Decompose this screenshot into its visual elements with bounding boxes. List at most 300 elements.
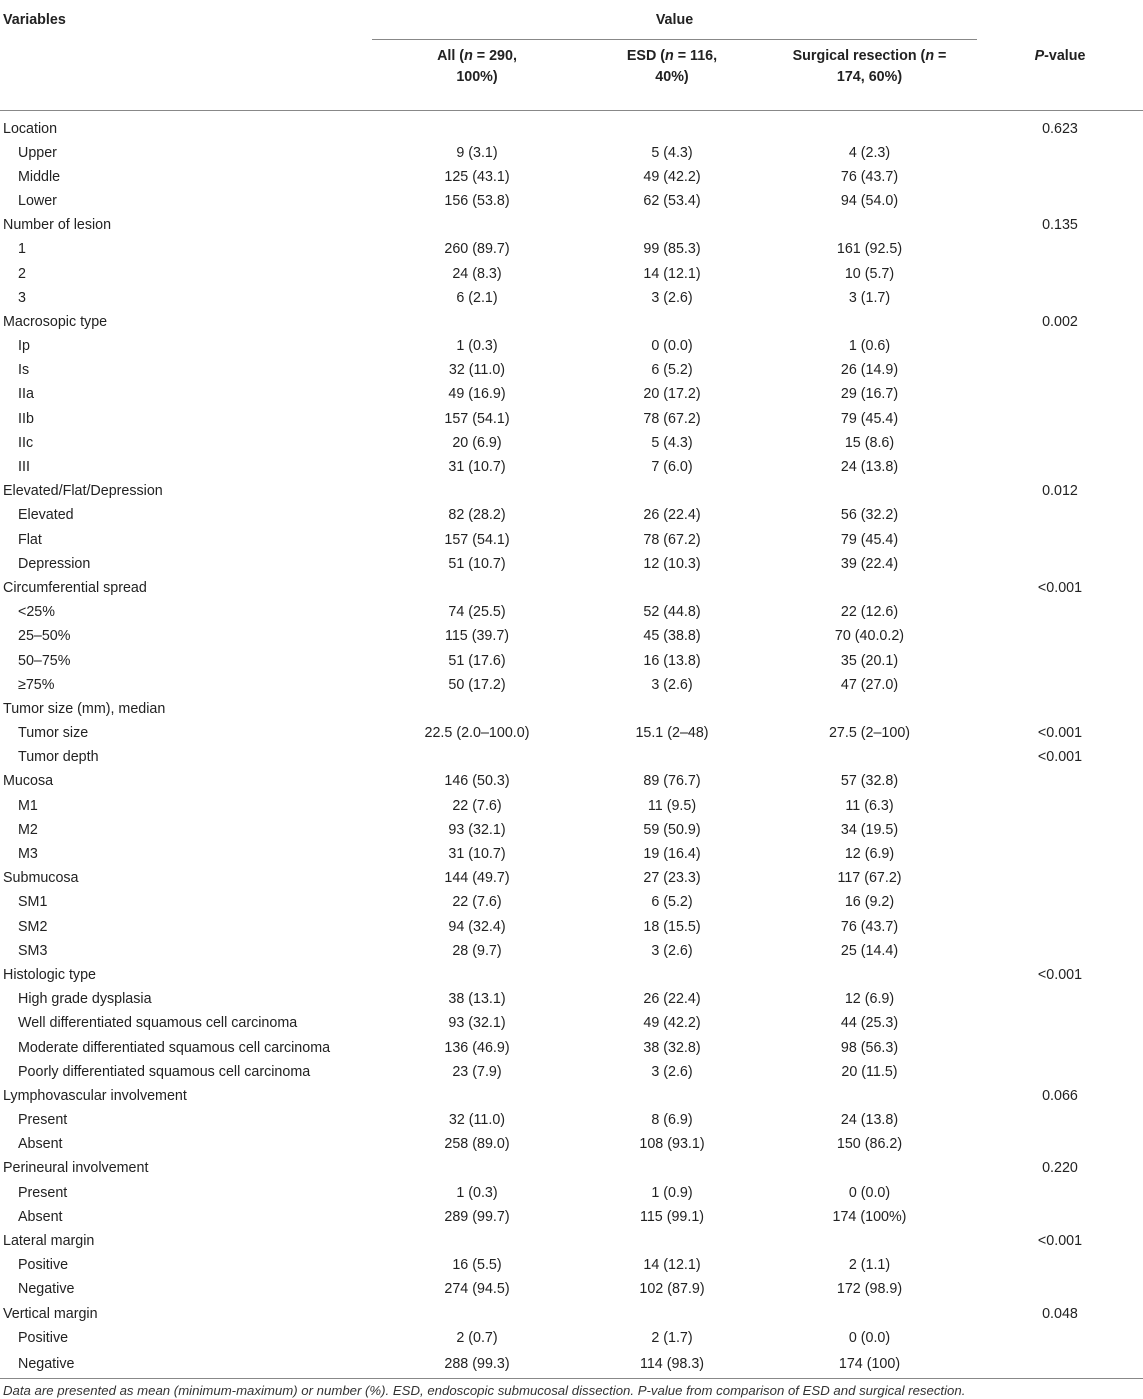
table-row bbox=[0, 382, 1143, 406]
surgical-resection-value: 47 (27.0) bbox=[840, 676, 899, 693]
row-label: Vertical margin bbox=[3, 1305, 98, 1322]
p-value bbox=[977, 1181, 1143, 1205]
surgical-resection-value: 15 (8.6) bbox=[844, 434, 895, 451]
esd-value: 78 (67.2) bbox=[643, 410, 701, 427]
surgical-resection-value: 98 (56.3) bbox=[840, 1039, 899, 1056]
all-value: 136 (46.9) bbox=[444, 1039, 510, 1056]
esd-value: 0 (0.0) bbox=[651, 338, 693, 355]
surgical-resection-value: 12 (6.9) bbox=[844, 991, 895, 1008]
p-value bbox=[977, 1277, 1143, 1301]
row-label: Negative bbox=[0, 1350, 372, 1379]
row-label: Submucosa bbox=[3, 870, 79, 887]
all-value: 28 (9.7) bbox=[452, 942, 502, 959]
surgical-resection-value: 4 (2.3) bbox=[848, 144, 891, 161]
table-row bbox=[0, 1132, 1143, 1156]
surgical-resection-value: 20 (11.5) bbox=[841, 1063, 898, 1080]
surgical-resection-value bbox=[762, 213, 977, 237]
surgical-resection-value: 117 (67.2) bbox=[837, 870, 902, 887]
table-row bbox=[0, 745, 1143, 769]
esd-value bbox=[582, 1156, 762, 1180]
row-label: 25–50% bbox=[18, 628, 71, 645]
surgical-resection-value: 1 (0.6) bbox=[848, 338, 891, 355]
all-value: 16 (5.5) bbox=[452, 1257, 502, 1274]
esd-column-header: ESD (n = 116, 40%) bbox=[582, 40, 762, 111]
esd-value: 45 (38.8) bbox=[643, 628, 701, 645]
row-label: Middle bbox=[18, 168, 61, 185]
p-value bbox=[977, 286, 1143, 310]
table-row bbox=[0, 552, 1143, 576]
surgical-resection-value: 39 (22.4) bbox=[840, 555, 899, 572]
esd-value: 5 (4.3) bbox=[651, 434, 693, 451]
surgical-resection-value: 2 (1.1) bbox=[848, 1257, 891, 1274]
table-row bbox=[0, 987, 1143, 1011]
esd-value: 102 (87.9) bbox=[639, 1281, 705, 1298]
table-row bbox=[0, 189, 1143, 213]
row-label: Tumor depth bbox=[18, 749, 99, 766]
esd-value: 99 (85.3) bbox=[643, 241, 701, 258]
surgical-resection-value bbox=[762, 697, 977, 721]
row-label: Absent bbox=[18, 1208, 63, 1225]
surgical-resection-value: 27.5 (2–100) bbox=[828, 725, 911, 742]
all-value: 74 (25.5) bbox=[448, 604, 506, 621]
all-value bbox=[372, 213, 582, 237]
row-label: M2 bbox=[18, 821, 38, 838]
surgical-resection-value: 3 (1.7) bbox=[848, 289, 891, 306]
row-label: Ip bbox=[18, 338, 30, 355]
row-label: M3 bbox=[18, 846, 38, 863]
esd-value: 115 (99.1) bbox=[639, 1208, 705, 1225]
row-label: <25% bbox=[18, 604, 55, 621]
surgical-resection-value: 150 (86.2) bbox=[836, 1136, 903, 1153]
row-label: Histologic type bbox=[3, 966, 96, 983]
esd-value: 38 (32.8) bbox=[643, 1039, 701, 1056]
surgical-resection-value: 16 (9.2) bbox=[844, 894, 895, 911]
p-value: 0.002 bbox=[1042, 313, 1078, 330]
all-value bbox=[372, 479, 582, 503]
table-row bbox=[0, 1060, 1143, 1084]
all-value: 1 (0.3) bbox=[456, 1184, 498, 1201]
row-label: 2 bbox=[18, 265, 26, 282]
p-value: 0.066 bbox=[1042, 1087, 1078, 1104]
value-header: Value bbox=[372, 0, 977, 40]
row-label: Flat bbox=[18, 531, 42, 548]
esd-value bbox=[582, 697, 762, 721]
table-row bbox=[0, 455, 1143, 479]
p-value bbox=[977, 334, 1143, 358]
variables-header-spacer bbox=[0, 40, 372, 111]
row-label: Lateral margin bbox=[3, 1233, 95, 1250]
p-value bbox=[977, 528, 1143, 552]
table-row bbox=[0, 915, 1143, 939]
p-value bbox=[977, 890, 1143, 914]
all-value bbox=[372, 1156, 582, 1180]
all-value: 93 (32.1) bbox=[448, 1015, 506, 1032]
esd-value: 6 (5.2) bbox=[651, 362, 693, 379]
row-label: Elevated bbox=[18, 507, 74, 524]
row-label: Perineural involvement bbox=[3, 1160, 149, 1177]
surgical-resection-value: 94 (54.0) bbox=[840, 192, 899, 209]
row-label: Circumferential spread bbox=[3, 579, 147, 596]
all-value bbox=[372, 1302, 582, 1326]
table-row bbox=[0, 1035, 1143, 1059]
surgical-resection-value bbox=[762, 745, 977, 769]
esd-value: 27 (23.3) bbox=[643, 870, 701, 887]
table-row bbox=[0, 407, 1143, 431]
p-value bbox=[977, 842, 1143, 866]
table-row bbox=[0, 528, 1143, 552]
row-label: SM3 bbox=[18, 942, 48, 959]
surgical-resection-value bbox=[762, 111, 977, 141]
surgical-resection-value bbox=[762, 1084, 977, 1108]
all-value bbox=[372, 111, 582, 141]
table-row bbox=[0, 1108, 1143, 1132]
table-row bbox=[0, 1084, 1143, 1108]
all-value: 2 (0.7) bbox=[456, 1329, 498, 1346]
p-value bbox=[977, 866, 1143, 890]
p-value: 0.220 bbox=[1042, 1160, 1078, 1177]
all-value: 157 (54.1) bbox=[444, 410, 510, 427]
esd-value: 16 (13.8) bbox=[643, 652, 701, 669]
variables-header: Variables bbox=[3, 12, 66, 28]
surgical-resection-value bbox=[762, 963, 977, 987]
surgical-resection-value: 10 (5.7) bbox=[844, 265, 895, 282]
all-value: 50 (17.2) bbox=[448, 676, 506, 693]
esd-value: 49 (42.2) bbox=[643, 168, 701, 185]
p-value bbox=[977, 1205, 1143, 1229]
esd-value: 89 (76.7) bbox=[643, 773, 701, 790]
row-label: 1 bbox=[18, 241, 26, 258]
table-row bbox=[0, 1326, 1143, 1350]
all-value: 156 (53.8) bbox=[444, 192, 510, 209]
table-row bbox=[0, 697, 1143, 721]
esd-value bbox=[582, 310, 762, 334]
row-label: Number of lesion bbox=[3, 217, 112, 234]
table-row bbox=[0, 794, 1143, 818]
esd-value: 108 (93.1) bbox=[639, 1136, 705, 1153]
p-value: <0.001 bbox=[1037, 966, 1083, 983]
esd-value: 7 (6.0) bbox=[651, 459, 693, 476]
row-label: Poorly differentiated squamous cell carcinoma bbox=[18, 1063, 311, 1080]
all-value: 94 (32.4) bbox=[448, 918, 506, 935]
all-value: 9 (3.1) bbox=[456, 144, 498, 161]
surgical-resection-value: 12 (6.9) bbox=[844, 846, 895, 863]
esd-value bbox=[582, 479, 762, 503]
table-row bbox=[0, 624, 1143, 648]
esd-value: 14 (12.1) bbox=[643, 1257, 701, 1274]
esd-value: 3 (2.6) bbox=[651, 942, 693, 959]
p-value bbox=[977, 165, 1143, 189]
all-value bbox=[372, 963, 582, 987]
table-row bbox=[0, 576, 1143, 600]
esd-value: 26 (22.4) bbox=[643, 991, 701, 1008]
row-label: Depression bbox=[18, 555, 91, 572]
surgical-resection-value: 174 (100%) bbox=[832, 1208, 907, 1225]
esd-value: 15.1 (2–48) bbox=[635, 725, 709, 742]
table-row bbox=[0, 237, 1143, 261]
p-value bbox=[977, 261, 1143, 285]
p-value bbox=[977, 189, 1143, 213]
esd-value: 62 (53.4) bbox=[643, 192, 701, 209]
all-value: 22.5 (2.0–100.0) bbox=[424, 725, 530, 742]
table-row bbox=[0, 866, 1143, 890]
all-value: 51 (17.6) bbox=[448, 652, 506, 669]
all-value: 157 (54.1) bbox=[444, 531, 510, 548]
all-value: 82 (28.2) bbox=[448, 507, 506, 524]
row-label: Macrosopic type bbox=[3, 313, 108, 330]
table-row bbox=[0, 358, 1143, 382]
esd-value: 59 (50.9) bbox=[643, 821, 701, 838]
esd-value: 19 (16.4) bbox=[643, 846, 701, 863]
p-value bbox=[977, 1060, 1143, 1084]
esd-value: 3 (2.6) bbox=[651, 676, 693, 693]
table-row bbox=[0, 1181, 1143, 1205]
p-value bbox=[977, 1253, 1143, 1277]
p-value bbox=[977, 794, 1143, 818]
p-header-spacer bbox=[977, 0, 1143, 40]
table-row bbox=[0, 1350, 1143, 1379]
all-value: 38 (13.1) bbox=[448, 991, 506, 1008]
p-value: <0.001 bbox=[1037, 1233, 1083, 1250]
surgical-resection-value: 79 (45.4) bbox=[840, 410, 899, 427]
esd-value: 78 (67.2) bbox=[643, 531, 701, 548]
table-row bbox=[0, 1277, 1143, 1301]
esd-value: 5 (4.3) bbox=[651, 144, 693, 161]
all-value: 20 (6.9) bbox=[452, 434, 502, 451]
p-value bbox=[977, 673, 1143, 697]
esd-value bbox=[582, 963, 762, 987]
surgical-resection-value bbox=[762, 1156, 977, 1180]
all-value bbox=[372, 745, 582, 769]
table-row bbox=[0, 818, 1143, 842]
table-row bbox=[0, 286, 1143, 310]
p-value bbox=[977, 141, 1143, 165]
all-value: 115 (39.7) bbox=[444, 628, 510, 645]
row-label: Positive bbox=[18, 1329, 69, 1346]
all-value: 93 (32.1) bbox=[448, 821, 506, 838]
p-value: 0.048 bbox=[1042, 1305, 1078, 1322]
p-value bbox=[977, 624, 1143, 648]
surgical-resection-column-header: Surgical resection (n = 174, 60%) bbox=[762, 40, 977, 111]
p-value bbox=[977, 1108, 1143, 1132]
surgical-resection-value: 76 (43.7) bbox=[840, 918, 899, 935]
p-value bbox=[977, 1035, 1143, 1059]
surgical-resection-value: 172 (98.9) bbox=[836, 1281, 903, 1298]
table-row bbox=[0, 479, 1143, 503]
row-label: Lymphovascular involvement bbox=[3, 1087, 187, 1104]
p-value bbox=[977, 358, 1143, 382]
all-value: 49 (16.9) bbox=[448, 386, 506, 403]
esd-value bbox=[582, 1084, 762, 1108]
surgical-resection-value: 57 (32.8) bbox=[840, 773, 899, 790]
p-value bbox=[977, 503, 1143, 527]
table-row bbox=[0, 334, 1143, 358]
surgical-resection-value: 24 (13.8) bbox=[840, 1112, 899, 1129]
table-row bbox=[0, 141, 1143, 165]
table-row bbox=[0, 1229, 1143, 1253]
table-row bbox=[0, 673, 1143, 697]
all-value bbox=[372, 310, 582, 334]
row-label: Present bbox=[18, 1112, 68, 1129]
all-value: 51 (10.7) bbox=[448, 555, 506, 572]
row-label: Well differentiated squamous cell carcinoma bbox=[18, 1015, 298, 1032]
all-value: 260 (89.7) bbox=[444, 241, 510, 258]
p-value bbox=[977, 237, 1143, 261]
esd-value: 20 (17.2) bbox=[643, 386, 701, 403]
surgical-resection-value: 29 (16.7) bbox=[840, 386, 899, 403]
row-label: Tumor size bbox=[18, 725, 89, 742]
p-value bbox=[977, 1350, 1143, 1379]
table-row bbox=[0, 310, 1143, 334]
p-value-column-header: P-value bbox=[977, 40, 1143, 111]
all-value: 6 (2.1) bbox=[456, 289, 498, 306]
p-value bbox=[977, 600, 1143, 624]
row-label: Absent bbox=[18, 1136, 63, 1153]
row-label: Lower bbox=[18, 192, 57, 209]
surgical-resection-value: 26 (14.9) bbox=[840, 362, 899, 379]
esd-value: 114 (98.3) bbox=[582, 1350, 762, 1379]
row-label: IIa bbox=[18, 386, 34, 403]
table-row bbox=[0, 842, 1143, 866]
all-value: 32 (11.0) bbox=[448, 1112, 506, 1129]
p-value bbox=[977, 407, 1143, 431]
table-row bbox=[0, 890, 1143, 914]
surgical-resection-value bbox=[762, 1302, 977, 1326]
row-label: IIc bbox=[18, 434, 34, 451]
table-row bbox=[0, 1205, 1143, 1229]
all-column-header: All (n = 290, 100%) bbox=[372, 40, 582, 111]
surgical-resection-value: 11 (6.3) bbox=[845, 797, 894, 814]
row-label: Positive bbox=[18, 1257, 69, 1274]
row-label: 50–75% bbox=[18, 652, 71, 669]
table-row bbox=[0, 1302, 1143, 1326]
esd-value: 6 (5.2) bbox=[651, 894, 693, 911]
row-label: 3 bbox=[18, 289, 26, 306]
all-value: 23 (7.9) bbox=[452, 1063, 502, 1080]
esd-value bbox=[582, 1229, 762, 1253]
all-value: 146 (50.3) bbox=[444, 773, 510, 790]
all-value: 289 (99.7) bbox=[444, 1208, 510, 1225]
p-value bbox=[977, 552, 1143, 576]
row-label: III bbox=[18, 459, 30, 476]
all-value: 258 (89.0) bbox=[444, 1136, 510, 1153]
p-value bbox=[977, 1011, 1143, 1035]
all-value: 31 (10.7) bbox=[448, 846, 506, 863]
esd-value: 11 (9.5) bbox=[647, 797, 697, 814]
row-label: SM1 bbox=[18, 894, 48, 911]
table-row bbox=[0, 769, 1143, 793]
esd-value: 3 (2.6) bbox=[651, 289, 693, 306]
surgical-resection-value: 161 (92.5) bbox=[836, 241, 903, 258]
all-value: 125 (43.1) bbox=[444, 168, 510, 185]
row-label: ≥75% bbox=[18, 676, 55, 693]
esd-value: 52 (44.8) bbox=[643, 604, 701, 621]
p-value bbox=[977, 1132, 1143, 1156]
p-value bbox=[977, 769, 1143, 793]
esd-value bbox=[582, 213, 762, 237]
table-row bbox=[0, 963, 1143, 987]
all-value: 22 (7.6) bbox=[452, 894, 502, 911]
all-value: 32 (11.0) bbox=[448, 362, 506, 379]
p-value bbox=[977, 987, 1143, 1011]
table-row bbox=[0, 939, 1143, 963]
esd-value: 2 (1.7) bbox=[651, 1329, 693, 1346]
surgical-resection-value: 34 (19.5) bbox=[840, 821, 899, 838]
all-value bbox=[372, 576, 582, 600]
table-row bbox=[0, 1253, 1143, 1277]
row-label: High grade dysplasia bbox=[18, 991, 152, 1008]
table-body bbox=[0, 111, 1143, 1379]
p-value bbox=[977, 382, 1143, 406]
all-value: 24 (8.3) bbox=[452, 265, 502, 282]
surgical-resection-value: 0 (0.0) bbox=[848, 1329, 891, 1346]
surgical-resection-value bbox=[762, 310, 977, 334]
all-value bbox=[372, 1084, 582, 1108]
table-row bbox=[0, 213, 1143, 237]
table-row bbox=[0, 721, 1143, 745]
surgical-resection-value: 70 (40.0.2) bbox=[834, 628, 905, 645]
row-label: Negative bbox=[18, 1281, 75, 1298]
p-value bbox=[977, 915, 1143, 939]
all-value bbox=[372, 697, 582, 721]
surgical-resection-value: 25 (14.4) bbox=[840, 942, 899, 959]
p-value bbox=[977, 648, 1143, 672]
all-value: 144 (49.7) bbox=[444, 870, 510, 887]
p-value: <0.001 bbox=[1037, 725, 1083, 742]
p-value bbox=[977, 697, 1143, 721]
all-value: 288 (99.3) bbox=[372, 1350, 582, 1379]
all-value: 22 (7.6) bbox=[452, 797, 502, 814]
table-row bbox=[0, 1011, 1143, 1035]
surgical-resection-value: 22 (12.6) bbox=[840, 604, 899, 621]
esd-value: 26 (22.4) bbox=[643, 507, 701, 524]
surgical-resection-value: 56 (32.2) bbox=[840, 507, 899, 524]
esd-value: 49 (42.2) bbox=[643, 1015, 701, 1032]
row-label: Tumor size (mm), median bbox=[3, 700, 166, 717]
p-value: 0.623 bbox=[1042, 120, 1078, 137]
esd-value bbox=[582, 576, 762, 600]
esd-value: 8 (6.9) bbox=[651, 1112, 693, 1129]
esd-value bbox=[582, 111, 762, 141]
p-value bbox=[977, 939, 1143, 963]
table-row bbox=[0, 261, 1143, 285]
row-label: Location bbox=[3, 120, 58, 137]
esd-value bbox=[582, 1302, 762, 1326]
row-label: Mucosa bbox=[3, 773, 54, 790]
row-label: Is bbox=[18, 362, 30, 379]
table-footnote: Data are presented as mean (minimum-maximum) or number (%). ESD, endoscopic submucosal dissection. P-value from comparison of ESD and surgical resection. bbox=[3, 1382, 966, 1398]
row-label: Moderate differentiated squamous cell carcinoma bbox=[18, 1039, 331, 1056]
surgical-resection-value: 76 (43.7) bbox=[840, 168, 899, 185]
p-value: 0.012 bbox=[1042, 483, 1078, 500]
table-row bbox=[0, 1156, 1143, 1180]
surgical-resection-value bbox=[762, 479, 977, 503]
table-row bbox=[0, 431, 1143, 455]
p-value bbox=[977, 455, 1143, 479]
p-value bbox=[977, 431, 1143, 455]
table-row bbox=[0, 111, 1143, 141]
row-label: M1 bbox=[18, 797, 38, 814]
table-row bbox=[0, 503, 1143, 527]
row-label: Upper bbox=[18, 144, 57, 161]
esd-value: 3 (2.6) bbox=[651, 1063, 693, 1080]
row-label: SM2 bbox=[18, 918, 48, 935]
all-value: 31 (10.7) bbox=[448, 459, 506, 476]
p-value bbox=[977, 1326, 1143, 1350]
esd-value: 12 (10.3) bbox=[643, 555, 701, 572]
surgical-resection-value: 24 (13.8) bbox=[840, 459, 899, 476]
esd-value bbox=[582, 745, 762, 769]
surgical-resection-value: 0 (0.0) bbox=[848, 1184, 891, 1201]
